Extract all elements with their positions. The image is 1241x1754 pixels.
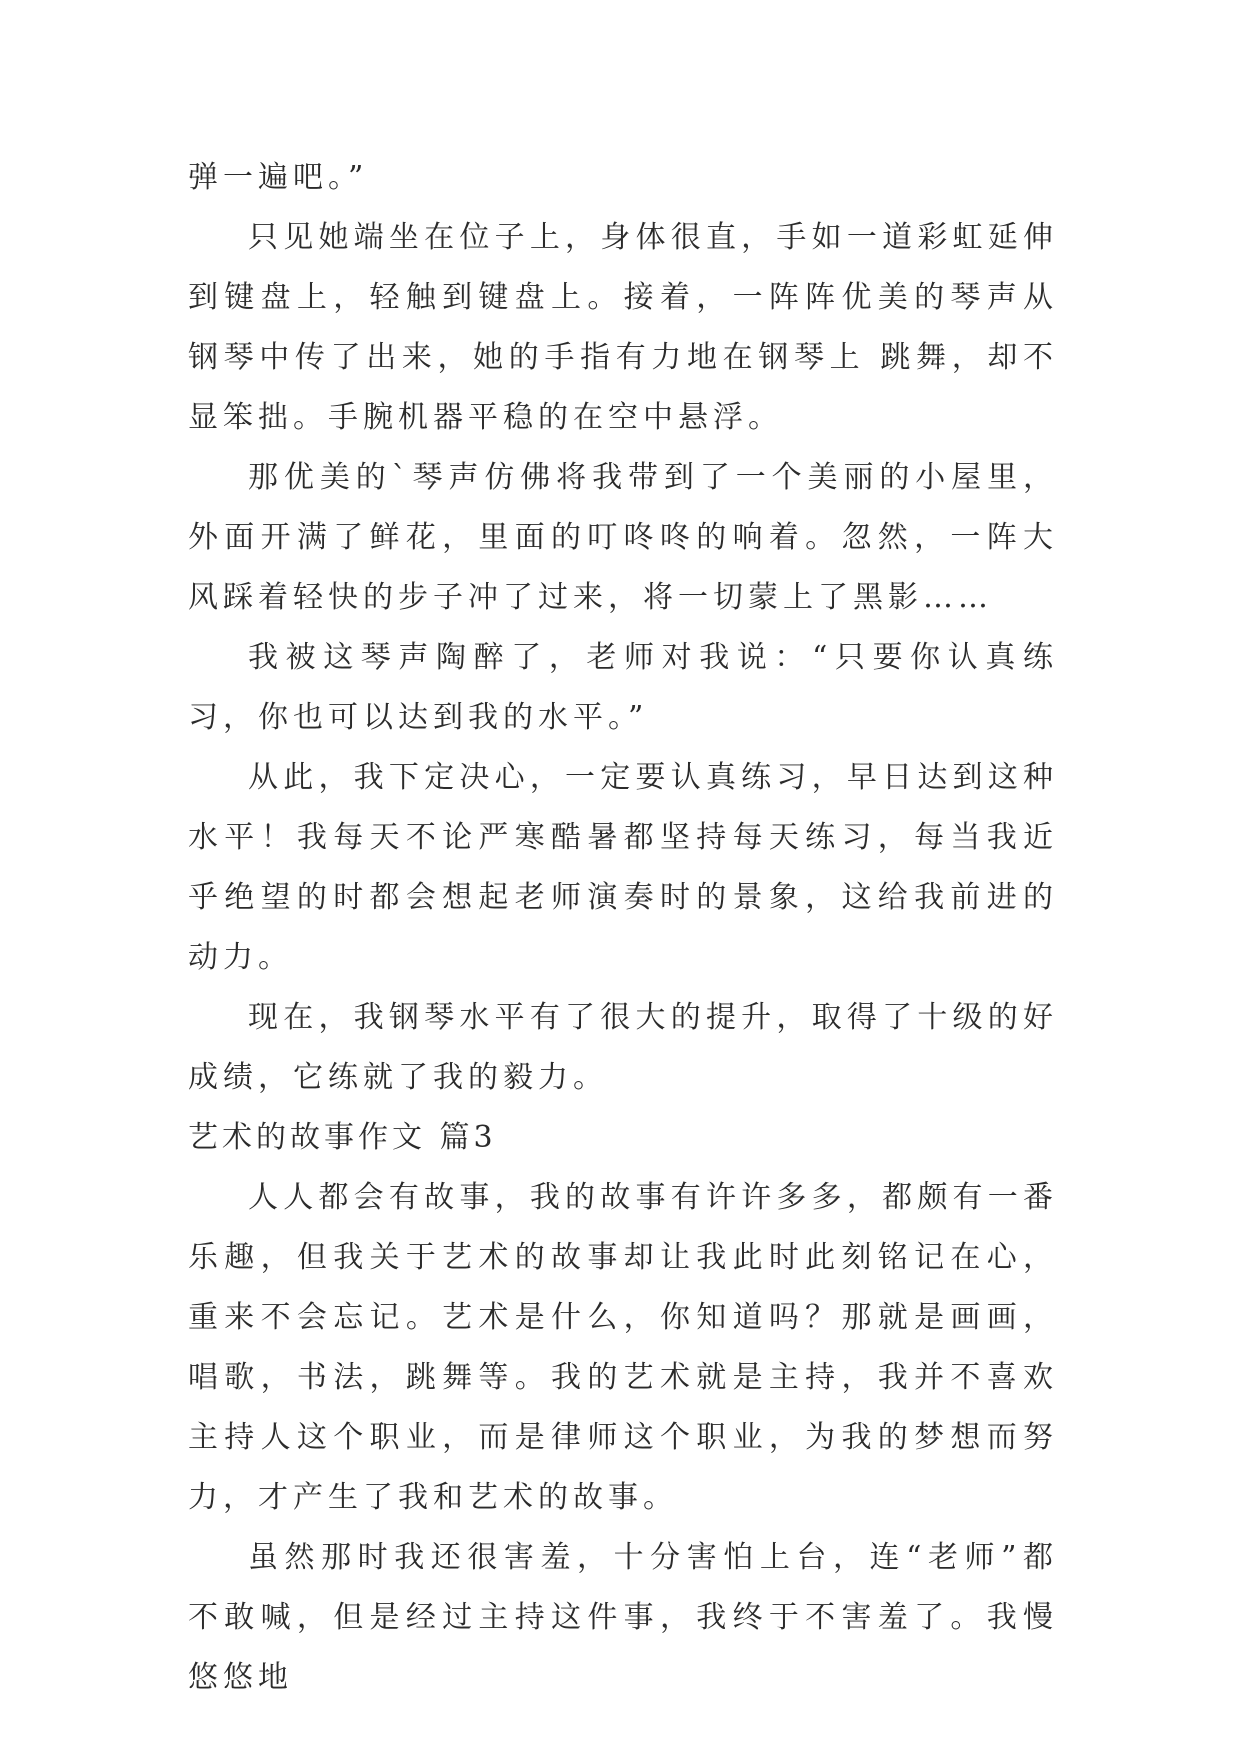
paragraph-7: 人人都会有故事，我的故事有许许多多，都颇有一番乐趣，但我关于艺术的故事却让我此时此刻铭记在心，重来不会忘记。艺术是什么，你知道吗？那就是画画，唱歌，书法，跳舞等。我的艺术就是主持，我并不喜欢主持人这个职业，而是律师这个职业，为我的梦想而努力，才产生了我和艺术的故事。 bbox=[188, 1180, 1058, 1515]
paragraph-2: 只见她端坐在位子上，身体很直，手如一道彩虹延伸到键盘上，轻触到键盘上。接着，一阵阵优美的琴声从钢琴中传了出来，她的手指有力地在钢琴上 跳舞，却不显笨拙。手腕机器平稳的在空中悬浮。 bbox=[188, 220, 1058, 435]
paragraph-3: 那优美的`琴声仿佛将我带到了一个美丽的小屋里，外面开满了鲜花，里面的叮咚咚的响着。忽然，一阵大风踩着轻快的步子冲了过来，将一切蒙上了黑影…… bbox=[188, 460, 1058, 615]
paragraph-6: 现在，我钢琴水平有了很大的提升，取得了十级的好成绩，它练就了我的毅力。 bbox=[188, 1000, 1058, 1095]
paragraph-8: 虽然那时我还很害羞，十分害怕上台，连“老师”都不敢喊，但是经过主持这件事，我终于不害羞了。我慢悠悠地 bbox=[188, 1540, 1058, 1695]
paragraph-4: 我被这琴声陶醉了，老师对我说：“只要你认真练习，你也可以达到我的水平。” bbox=[188, 640, 1058, 735]
document-body bbox=[188, 148, 1058, 1708]
paragraph-1: 弹一遍吧。” bbox=[188, 160, 369, 195]
paragraph-5: 从此，我下定决心，一定要认真练习，早日达到这种水平！我每天不论严寒酷暑都坚持每天练习，每当我近乎绝望的时都会想起老师演奏时的景象，这给我前进的动力。 bbox=[188, 760, 1058, 975]
section-heading: 艺术的故事作文 篇3 bbox=[188, 1120, 497, 1155]
